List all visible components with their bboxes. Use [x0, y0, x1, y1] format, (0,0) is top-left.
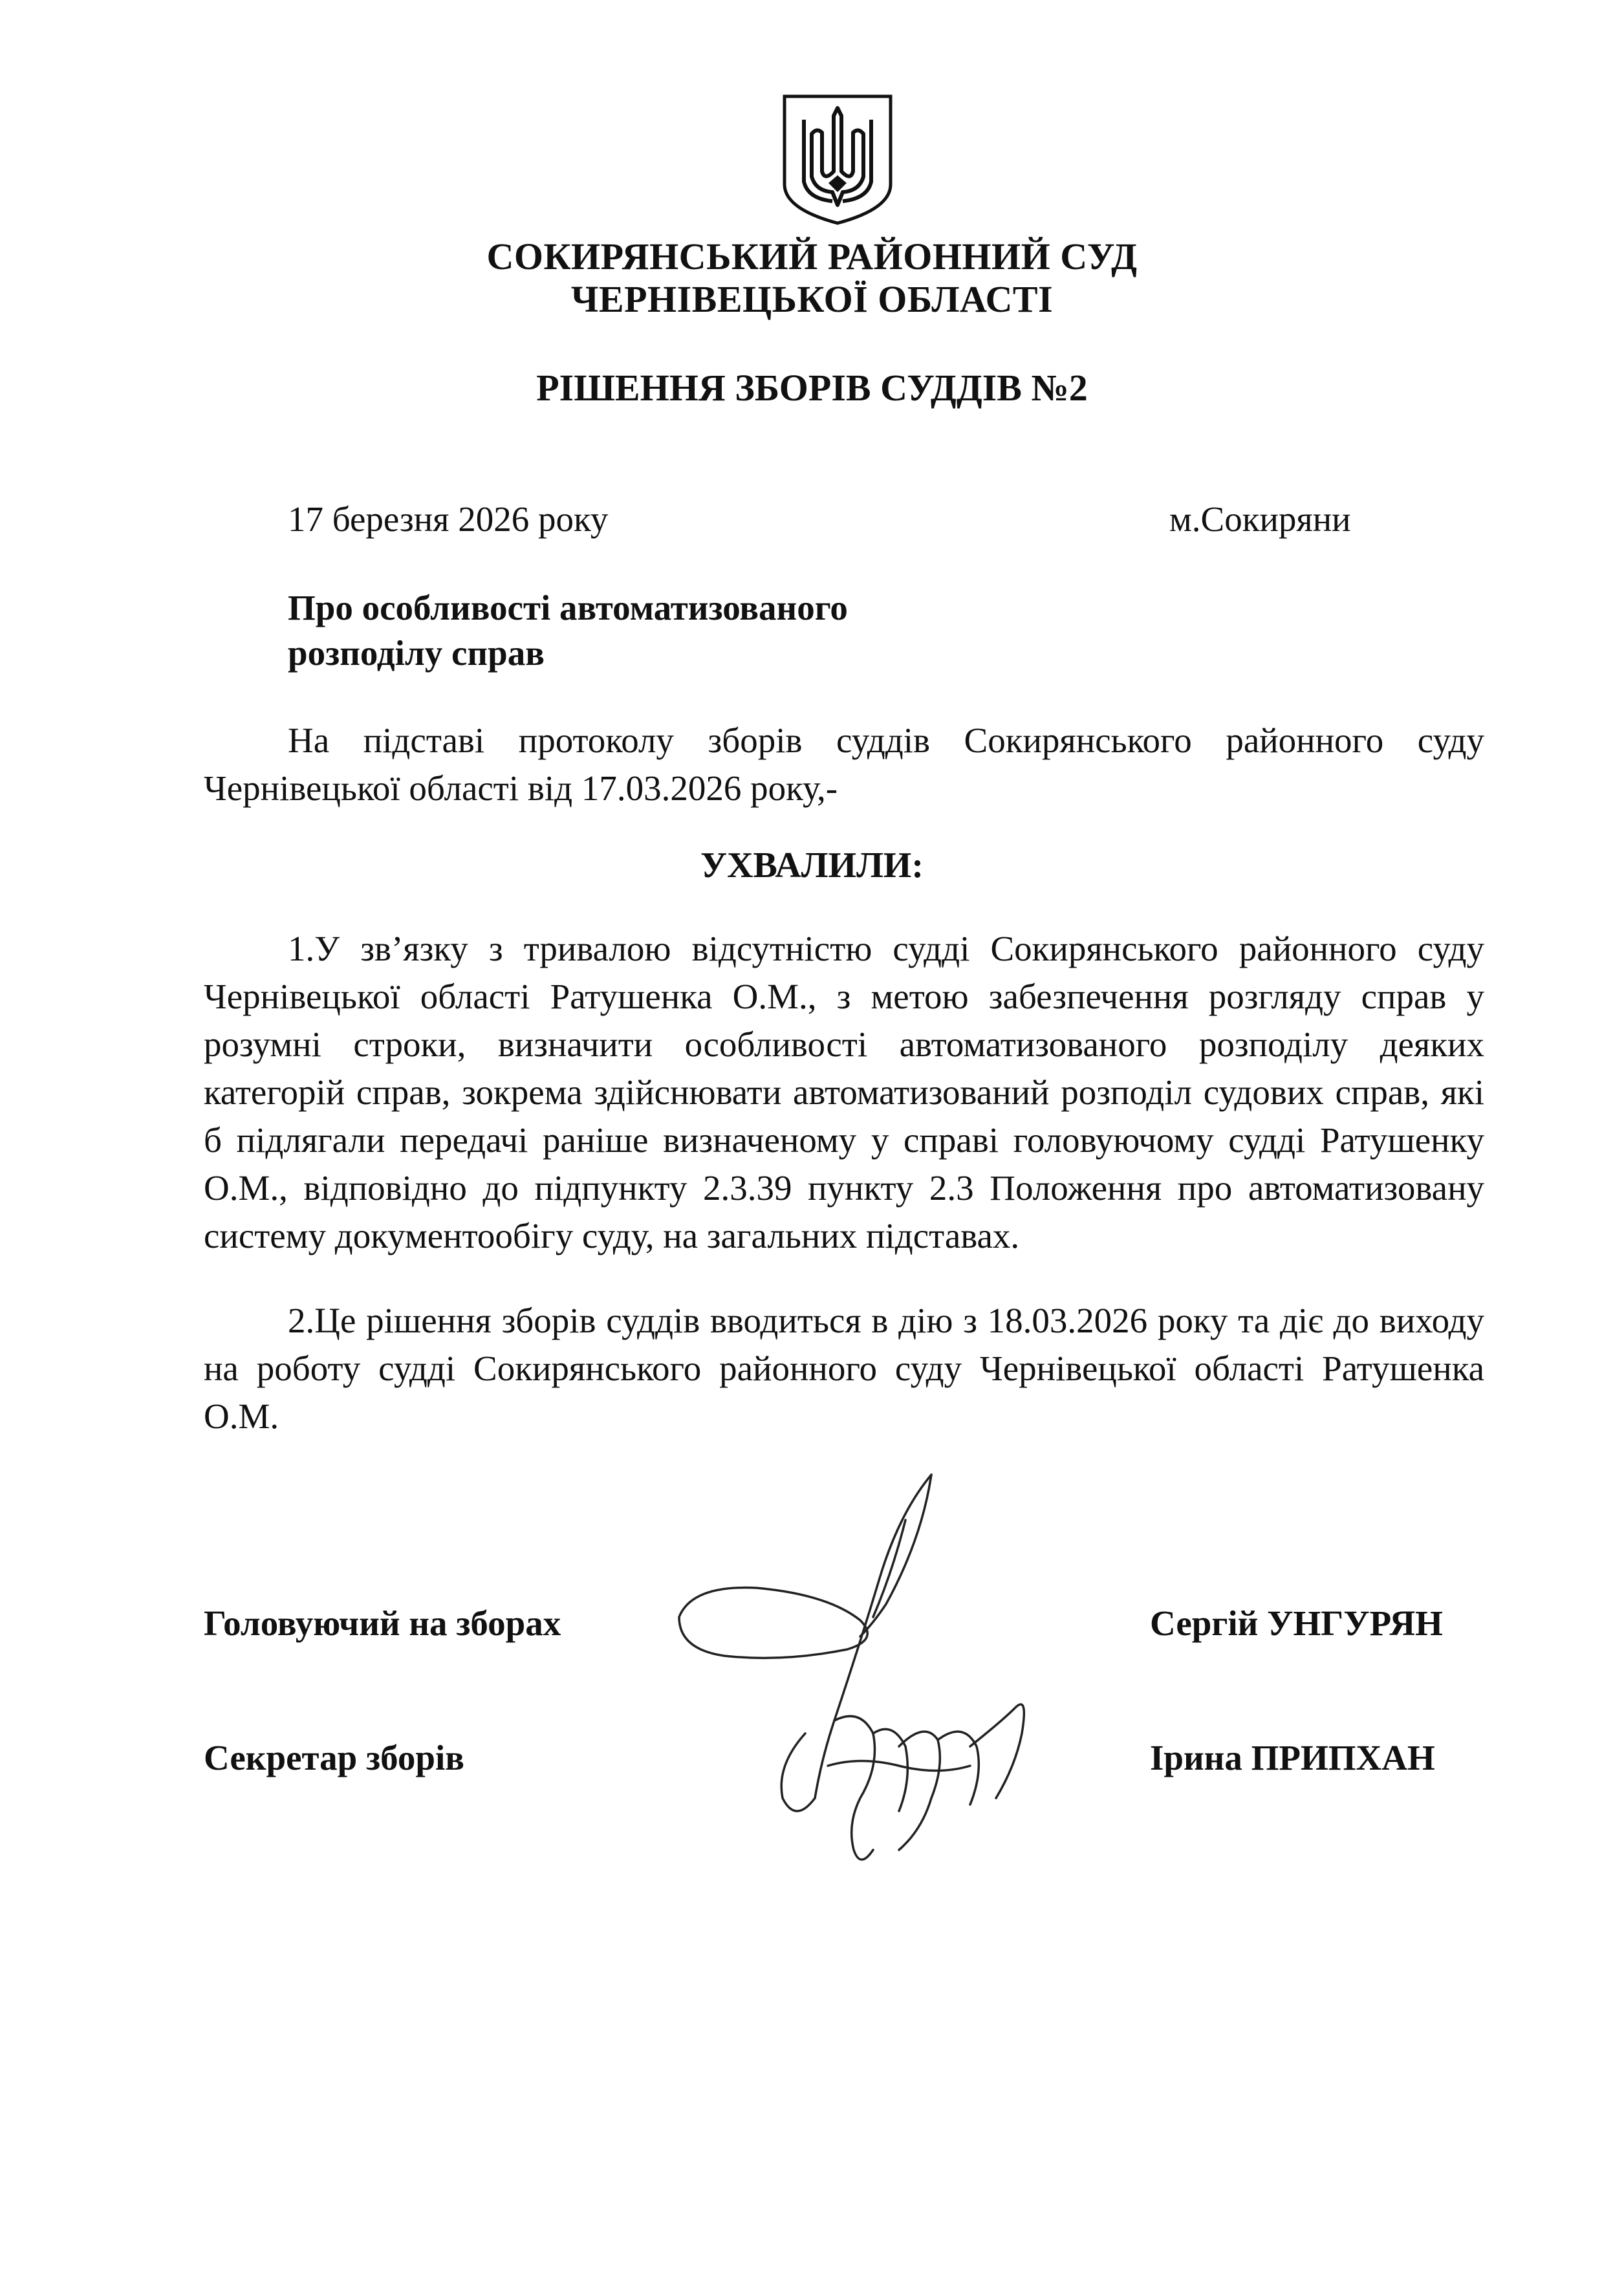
chair-name: Сергій УНГУРЯН — [1150, 1603, 1443, 1643]
court-name-line2: ЧЕРНІВЕЦЬКОЇ ОБЛАСТІ — [570, 278, 1054, 320]
subject-heading — [288, 585, 1064, 676]
resolved-heading: УХВАЛИЛИ: — [700, 845, 924, 885]
trident-icon — [779, 94, 896, 226]
decision-date: 17 березня 2026 року — [288, 499, 609, 539]
subject-line2: розподілу справ — [288, 633, 545, 673]
court-name-line1: СОКИРЯНСЬКИЙ РАЙОННИЙ СУД — [486, 235, 1138, 277]
basis-paragraph: На підставі протоколу зборів суддів Сокирянського районного суду Чернівецької області від 17.03.2026 року,- — [204, 721, 1484, 808]
chair-label: Головуючий на зборах — [204, 1603, 561, 1643]
handwritten-signature — [666, 1462, 1054, 1876]
decision-place: м.Сокиряни — [1169, 499, 1351, 539]
subject-line1: Про особливості автоматизованого — [288, 588, 848, 627]
secretary-label: Секретар зборів — [204, 1738, 464, 1777]
resolution-item-2: 2.Це рішення зборів суддів вводиться в дію з 18.03.2026 року та діє до виходу на роботу судді Сокирянського районного суду Чернівецької області Ратушенка О.М. — [204, 1301, 1484, 1436]
secretary-name: Ірина ПРИПХАН — [1150, 1738, 1435, 1777]
decision-title: РІШЕННЯ ЗБОРІВ СУДДІВ №2 — [536, 367, 1088, 409]
resolution-item-1: 1.У зв’язку з тривалою відсутністю судді Сокирянського районного суду Чернівецької області Ратушенка О.М., з метою забезпечення розгляду справ у розумні строки, визначити особливості автоматизованого розподілу деяких категорій справ, зокрема здійснювати автоматизований розподіл судових справ, які б підлягали передачі раніше визначеному у справі головуючому судді Ратушенку О.М., відповідно до підпункту 2.3.39 пункту 2.3 Положення про автоматизовану систему документообігу суду, на загальних підставах. — [204, 929, 1484, 1255]
